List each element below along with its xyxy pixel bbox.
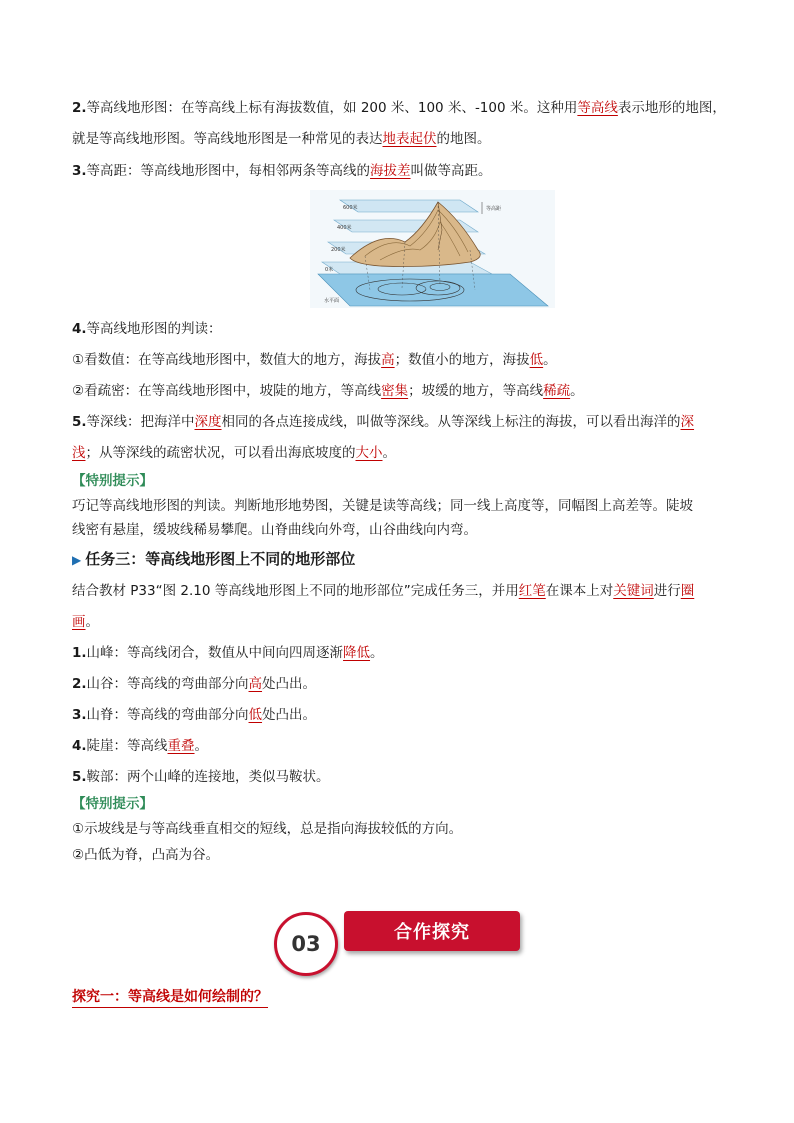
landform-peak <box>72 638 724 669</box>
answer: 等高线 <box>577 100 618 116</box>
text: 。 <box>543 352 557 368</box>
task-intro <box>72 576 724 607</box>
tip-title: 【特别提示】 <box>72 473 153 489</box>
item-number: 2. <box>72 676 87 692</box>
answer: 降低 <box>343 645 371 661</box>
text: 就是等高线地形图。等高线地形图是一种常见的表达 <box>72 131 383 147</box>
text: 结合教材 P33“图 2.10 等高线地形图上不同的地形部位”完成任务三，并用 <box>72 583 519 599</box>
contour-illustration <box>310 190 555 308</box>
text: 山峰：等高线闭合，数值从中间向四周逐渐 <box>86 645 344 661</box>
horizontal-plane-label: 水平面 <box>324 298 340 304</box>
item-number: 4. <box>72 738 87 754</box>
answer: 密集 <box>381 383 409 399</box>
item-number: 2. <box>72 100 87 116</box>
task-intro-cont <box>72 607 724 638</box>
tip-line <box>72 494 724 518</box>
item-number: 3. <box>72 163 87 179</box>
answer: 画 <box>72 614 86 630</box>
landform-cliff <box>72 731 724 762</box>
triangle-icon: ▶ <box>72 553 82 567</box>
answer: 海拔差 <box>370 163 411 179</box>
text: 等高距：等高线地形图中，每相邻两条等高线的 <box>86 163 371 179</box>
item-number: 3. <box>72 707 87 723</box>
text: 。 <box>382 445 396 461</box>
reading-values <box>72 345 724 376</box>
answer: 大小 <box>355 445 383 461</box>
item-number: 4. <box>72 321 87 337</box>
landform-valley <box>72 669 724 700</box>
landform-ridge <box>72 700 724 731</box>
answer: 高 <box>381 352 395 368</box>
plane-label-600: 600米 <box>343 205 358 211</box>
answer: 低 <box>248 707 263 723</box>
text: 相同的各点连接成线，叫做等深线。从等深线上标注的海拔，可以看出海洋的 <box>221 414 681 430</box>
text: 进行 <box>653 583 681 599</box>
paragraph-reading <box>72 314 724 345</box>
section-title-banner: 合作探究 <box>344 911 520 951</box>
text: 。 <box>194 738 209 754</box>
explore-heading: 探究一：等高线是如何绘制的？ <box>72 986 268 1008</box>
item-number: 1. <box>72 645 87 661</box>
item-number: 5. <box>72 769 87 785</box>
text: 山谷：等高线的弯曲部分向 <box>86 676 249 692</box>
text: 。 <box>570 383 584 399</box>
text: 叫做等高距。 <box>410 163 492 179</box>
answer: 地表起伏 <box>382 131 437 147</box>
answer: 稀疏 <box>543 383 571 399</box>
text: ；从等深线的疏密状况，可以看出海底坡度的 <box>85 445 356 461</box>
reading-density <box>72 376 724 407</box>
plane-label-400: 400米 <box>337 225 352 231</box>
text: 。 <box>85 614 99 630</box>
answer: 深 <box>680 414 695 430</box>
text: 等深线：把海洋中 <box>86 414 195 430</box>
tip-line <box>72 518 724 542</box>
text: 的地图。 <box>436 131 491 147</box>
contour-interval-label: 等高距 <box>486 206 502 212</box>
section-number-badge: 03 <box>274 912 338 976</box>
text: 陡崖：等高线 <box>86 738 168 754</box>
tip-heading <box>72 792 724 816</box>
task-title: 任务三：等高线地形图上不同的地形部位 <box>85 550 356 568</box>
text: 线密有悬崖，缓坡线稀易攀爬。山脊曲线向外弯，山谷曲线向内弯。 <box>72 522 477 538</box>
text: 等高线地形图：在等高线上标有海拔数值，如 200 米、100 米、-100 米。这种用 <box>86 100 578 116</box>
paragraph-contour-map <box>72 93 724 124</box>
text: 。 <box>370 645 384 661</box>
tip-line <box>72 843 724 867</box>
text: ②看疏密：在等高线地形图中，坡陡的地方，等高线 <box>72 383 382 399</box>
paragraph-isobath-cont <box>72 438 724 469</box>
answer: 圈 <box>680 583 695 599</box>
text: ；坡缓的地方，等高线 <box>408 383 544 399</box>
mountain-contour-diagram <box>310 190 555 308</box>
answer: 低 <box>529 352 544 368</box>
section-banner <box>274 908 524 970</box>
answer: 关键词 <box>613 583 654 599</box>
answer: 高 <box>248 676 263 692</box>
text: 鞍部：两个山峰的连接地，类似马鞍状。 <box>86 769 330 785</box>
text: 等高线地形图的判读： <box>86 321 222 337</box>
paragraph-contour-map-cont <box>72 124 724 155</box>
text: 巧记等高线地形图的判读。判断地形地势图，关键是读等高线；同一线上高度等，同幅图上高差等。陡坡 <box>72 498 693 514</box>
plane-label-0: 0米 <box>325 267 334 273</box>
answer: 浅 <box>72 445 86 461</box>
tip-heading <box>72 469 724 493</box>
paragraph-contour-interval <box>72 156 724 187</box>
landform-saddle <box>72 762 724 793</box>
text: 处凸出。 <box>262 676 317 692</box>
answer: 红笔 <box>518 583 546 599</box>
text: 在课本上对 <box>545 583 614 599</box>
plane-label-200: 200米 <box>331 247 346 253</box>
answer: 深度 <box>194 414 222 430</box>
text: ②凸低为脊，凸高为谷。 <box>72 847 220 863</box>
text: ；数值小的地方，海拔 <box>394 352 530 368</box>
text: 处凸出。 <box>262 707 317 723</box>
text: 山脊：等高线的弯曲部分向 <box>86 707 249 723</box>
task-heading <box>72 544 724 576</box>
answer: 重叠 <box>167 738 195 754</box>
text: ①看数值：在等高线地形图中，数值大的地方，海拔 <box>72 352 382 368</box>
tip-title: 【特别提示】 <box>72 796 153 812</box>
text: 表示地形的地图， <box>617 100 726 116</box>
paragraph-isobath <box>72 407 724 438</box>
text: ①示坡线是与等高线垂直相交的短线，总是指向海拔较低的方向。 <box>72 821 463 837</box>
tip-line <box>72 817 724 841</box>
item-number: 5. <box>72 414 87 430</box>
